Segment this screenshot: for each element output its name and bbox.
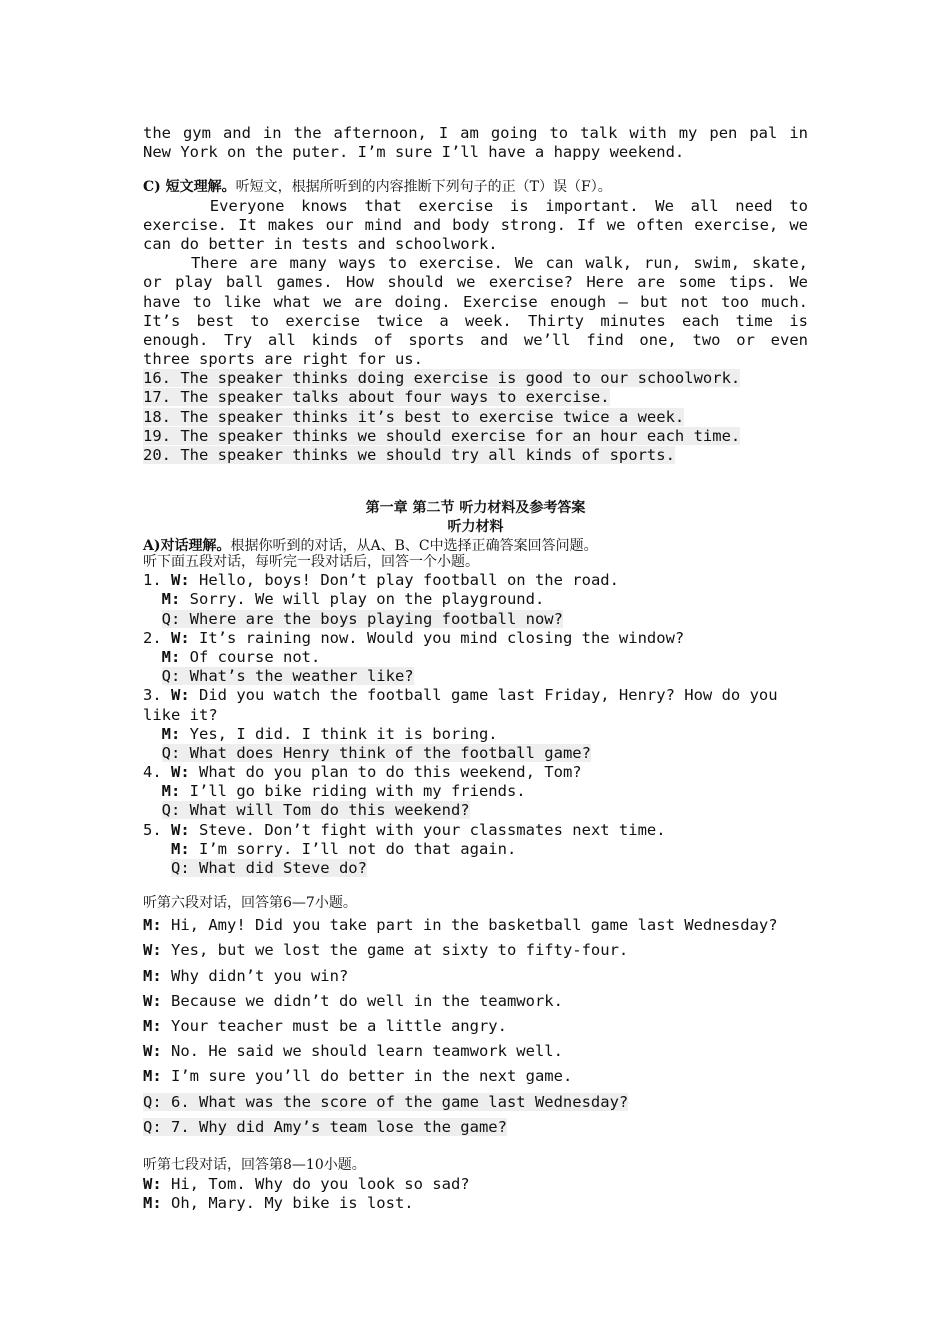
dialogue-3-m: M: Yes, I did. I think it is boring. (161, 724, 498, 743)
section-c-label: C) 短文理解。 (143, 179, 236, 196)
dialogue-6-line: W: Because we didn’t do well in the teamwork. (143, 991, 563, 1010)
dialogue-6-line: W: Yes, but we lost the game at sixty to fifty-four. (143, 941, 629, 960)
dialogue-6-line: M: Hi, Amy! Did you take part in the basketball game last Wednesday? (143, 916, 778, 935)
document-page (143, 124, 808, 1213)
dialogue-1-q: Q: Where are the boys playing football now? (161, 609, 563, 628)
chapter-subtitle: 听力材料 (447, 519, 504, 536)
statement-17: 17. The speaker talks about four ways to exercise. (143, 388, 610, 407)
section-a-instruction-2: 听下面五段对话，每听完一段对话后，回答一个小题。 (143, 554, 479, 571)
dialogue-6-question: Q: 6. What was the score of the game last Wednesday? (143, 1092, 629, 1111)
dialogue-4-q: Q: What will Tom do this weekend? (161, 801, 470, 820)
text-line: There are many ways to exercise. We can walk, run, swim, skate, (143, 254, 809, 273)
dialogue-2-m: M: Of course not. (161, 647, 321, 666)
dialogue-2-q: Q: What’s the weather like? (161, 667, 414, 686)
dialogue-6-intro: 听第六段对话，回答第6—7小题。 (143, 895, 357, 912)
dialogue-7-intro: 听第七段对话，回答第8—10小题。 (143, 1156, 366, 1173)
dialogue-6-question: Q: 7. Why did Amy’s team lose the game? (143, 1117, 507, 1136)
text-line: exercise. It makes our mind and body strong. If we often exercise, we (143, 215, 808, 234)
section-c-instruction: 听短文，根据所听到的内容推断下列句子的正（T）误（F）。 (235, 179, 612, 196)
section-c-heading (143, 177, 808, 196)
dialogue-3-q: Q: What does Henry think of the football game? (161, 743, 591, 762)
dialogue-7-line: W: Hi, Tom. Why do you look so sad? (143, 1174, 470, 1193)
text-line: can do better in tests and schoolwork. (143, 234, 498, 253)
dialogue-5-w: 5. W: Steve. Don’t fight with your classmates next time. (143, 820, 666, 839)
text-line: It’s best to exercise twice a week. Thirty minutes each time is (143, 311, 808, 330)
text-line: Everyone knows that exercise is important. We all need to (143, 196, 808, 215)
section-a-instruction: 根据你听到的对话，从A、B、C中选择正确答案回答问题。 (230, 538, 598, 555)
dialogue-6-line: M: I’m sure you’ll do better in the next game. (143, 1067, 573, 1086)
dialogue-4-w: 4. W: What do you plan to do this weekend, Tom? (143, 763, 582, 782)
statement-19: 19. The speaker thinks we should exercise for an hour each time. (143, 426, 741, 445)
chapter-title: 第一章 第二节 听力材料及参考答案 (365, 500, 586, 517)
dialogue-5-m: M: I’m sorry. I’ll not do that again. (171, 839, 517, 858)
section-a-heading (143, 537, 808, 554)
dialogue-2-w: 2. W: It’s raining now. Would you mind closing the window? (143, 628, 685, 647)
dialogue-3-w-cont: like it? (143, 705, 218, 724)
text-line: the gym and in the afternoon, I am going to talk with my pen pal in (143, 124, 808, 142)
dialogue-4-m: M: I’ll go bike riding with my friends. (161, 782, 526, 801)
text-line: enough. Try all kinds of sports and we’ll find one, two or even (143, 330, 808, 349)
dialogue-6-line: M: Your teacher must be a little angry. (143, 1016, 507, 1035)
text-line: have to like what we are doing. Exercise enough — but not too much. (143, 292, 808, 311)
section-a-label: A)对话理解。 (143, 538, 231, 555)
dialogue-6-line: W: No. He said we should learn teamwork well. (143, 1042, 563, 1061)
statement-20: 20. The speaker thinks we should try all kinds of sports. (143, 446, 675, 464)
text-line: or play ball games. How should we exercise? Here are some tips. We (143, 273, 808, 292)
statement-16: 16. The speaker thinks doing exercise is good to our schoolwork. (143, 369, 741, 388)
dialogue-6-line: M: Why didn’t you win? (143, 966, 349, 985)
dialogue-1-w: 1. W: Hello, boys! Don’t play football on the road. (143, 571, 619, 590)
text-line: three sports are right for us. (143, 350, 423, 369)
statement-18: 18. The speaker thinks it’s best to exercise twice a week. (143, 407, 685, 426)
dialogue-7-line: M: Oh, Mary. My bike is lost. (143, 1194, 414, 1213)
dialogue-3-w: 3. W: Did you watch the football game last Friday, Henry? How do you (143, 686, 778, 705)
dialogue-1-m: M: Sorry. We will play on the playground. (161, 590, 545, 609)
dialogue-5-q: Q: What did Steve do? (171, 859, 367, 877)
text-line: New York on the puter. I’m sure I’ll have a happy weekend. (143, 143, 685, 162)
